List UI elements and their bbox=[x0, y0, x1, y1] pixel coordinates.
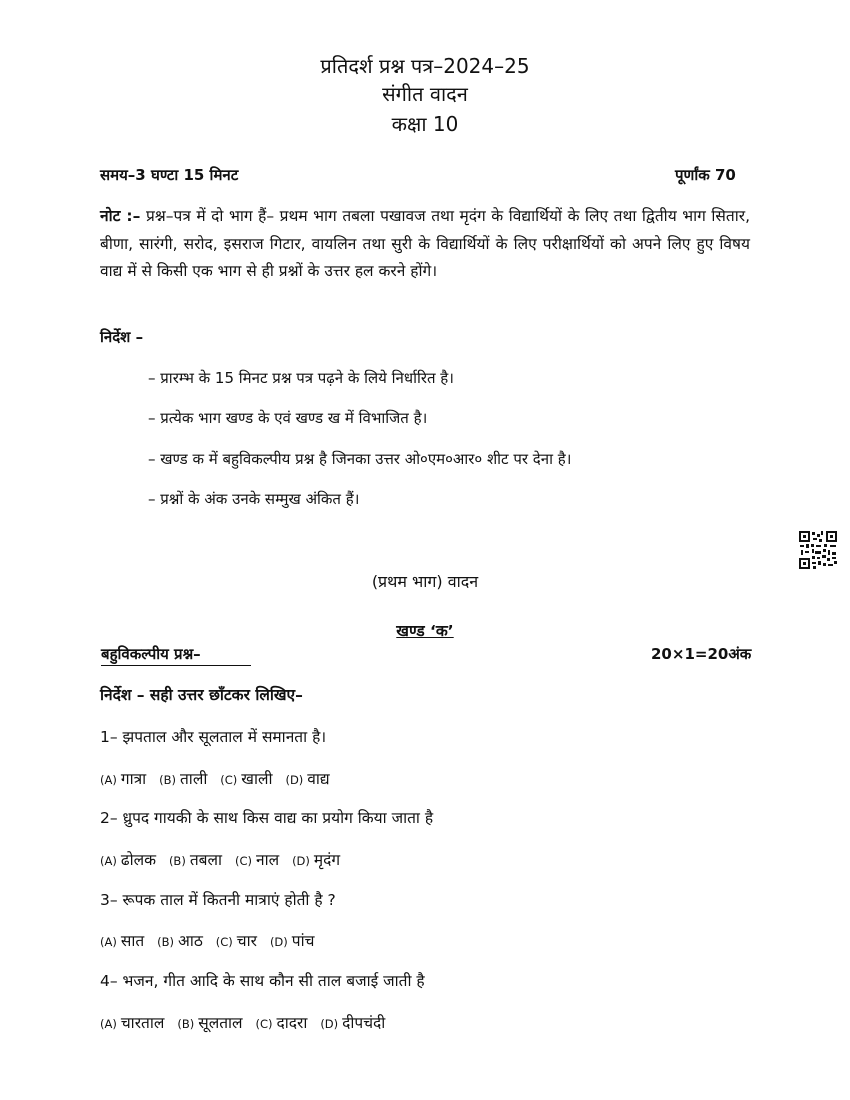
section-marks: 20×1=20अंक bbox=[651, 645, 752, 663]
note-label: नोट :– bbox=[100, 207, 141, 225]
option-tag: (A) bbox=[100, 773, 117, 787]
option-tag: (C) bbox=[220, 773, 238, 787]
option-text: नाल bbox=[255, 851, 280, 869]
option-text: खाली bbox=[241, 770, 273, 788]
option-tag: (D) bbox=[292, 854, 310, 868]
option-text: सूलताल bbox=[198, 1014, 243, 1032]
option-text: ताली bbox=[179, 770, 208, 788]
options-row bbox=[100, 848, 348, 870]
option-tag: (A) bbox=[100, 935, 117, 949]
note-text: प्रश्न–पत्र में दो भाग हैं– प्रथम भाग तबला पखावज तथा मृदंग के विद्यार्थियों के लिए तथा द्वितीय भाग सितार, बीणा, सारंगी, सरोद, इसराज गिटार, वायलिन तथा सुरी के विद्यार्थियों के लिए परीक्षार्थियों को अपने लिए हुए विषय वाद्य में से किसी एक भाग से ही प्रश्नों के उत्तर हल करने होंगे। bbox=[100, 207, 750, 280]
directions-heading: निर्देश – bbox=[100, 328, 144, 346]
section-title: (प्रथम भाग) वादन bbox=[371, 572, 479, 591]
option-text: मृदंग bbox=[313, 851, 341, 869]
option-tag: (C) bbox=[255, 1017, 273, 1031]
direction-item: – खण्ड क में बहुविकल्पीय प्रश्न है जिनका उत्तर ओ०एम०आर० शीट पर देना है। bbox=[148, 450, 572, 468]
option-tag: (D) bbox=[269, 935, 288, 949]
note-paragraph bbox=[100, 203, 750, 286]
options-row bbox=[100, 929, 322, 951]
mcq-heading: बहुविकल्पीय प्रश्न– bbox=[101, 644, 251, 666]
option-text: आठ bbox=[177, 932, 203, 950]
direction-item: – प्रत्येक भाग खण्ड के एवं खण्ड ख में विभाजित है। bbox=[148, 409, 428, 427]
question: 4– भजन, गीत आदि के साथ कौन सी ताल बजाई जाती है bbox=[100, 972, 425, 990]
question: 1– झपताल और सूलताल में समानता है। bbox=[100, 728, 327, 746]
direction-item: – प्रश्नों के अंक उनके सम्मुख अंकित हैं। bbox=[148, 490, 360, 508]
subject-title: संगीत वादन bbox=[382, 82, 468, 106]
option-tag: (B) bbox=[177, 1017, 195, 1031]
option-text: गात्रा bbox=[120, 770, 147, 788]
class-title: कक्षा 10 bbox=[391, 112, 459, 136]
option-tag: (B) bbox=[168, 854, 186, 868]
option-tag: (C) bbox=[215, 935, 233, 949]
max-marks: पूर्णांक 70 bbox=[675, 166, 736, 184]
option-tag: (C) bbox=[234, 854, 252, 868]
paper-title: प्रतिदर्श प्रश्न पत्र–2024–25 bbox=[320, 54, 530, 78]
option-text: सात bbox=[120, 932, 145, 950]
options-row bbox=[100, 1011, 393, 1033]
option-tag: (D) bbox=[285, 773, 304, 787]
options-row bbox=[100, 767, 338, 789]
option-text: दीपचंदी bbox=[342, 1014, 386, 1032]
option-text: ढोलक bbox=[120, 851, 156, 869]
direction-item: – प्रारम्भ के 15 मिनट प्रश्न पत्र पढ़ने के लिये निर्धारित है। bbox=[148, 369, 454, 387]
option-text: दादरा bbox=[276, 1014, 308, 1032]
question: 3– रूपक ताल में कितनी मात्राएं होती है ? bbox=[100, 891, 336, 909]
option-text: चारताल bbox=[120, 1014, 165, 1032]
option-tag: (A) bbox=[100, 854, 117, 868]
qr-code-icon bbox=[798, 530, 838, 570]
select-answer-direction: निर्देश – सही उत्तर छाँटकर लिखिए– bbox=[100, 686, 303, 704]
option-tag: (D) bbox=[320, 1017, 339, 1031]
option-tag: (A) bbox=[100, 1017, 117, 1031]
option-text: चार bbox=[236, 932, 257, 950]
option-text: वाद्य bbox=[307, 770, 330, 788]
option-tag: (B) bbox=[157, 935, 174, 949]
question: 2– ध्रुपद गायकी के साथ किस वाद्य का प्रयोग किया जाता है bbox=[100, 809, 434, 827]
option-text: पांच bbox=[291, 932, 315, 950]
option-tag: (B) bbox=[159, 773, 176, 787]
option-text: तबला bbox=[189, 851, 223, 869]
time-allowed: समय–3 घण्टा 15 मिनट bbox=[100, 166, 239, 184]
khand-heading: खण्ड ‘क’ bbox=[396, 622, 454, 640]
